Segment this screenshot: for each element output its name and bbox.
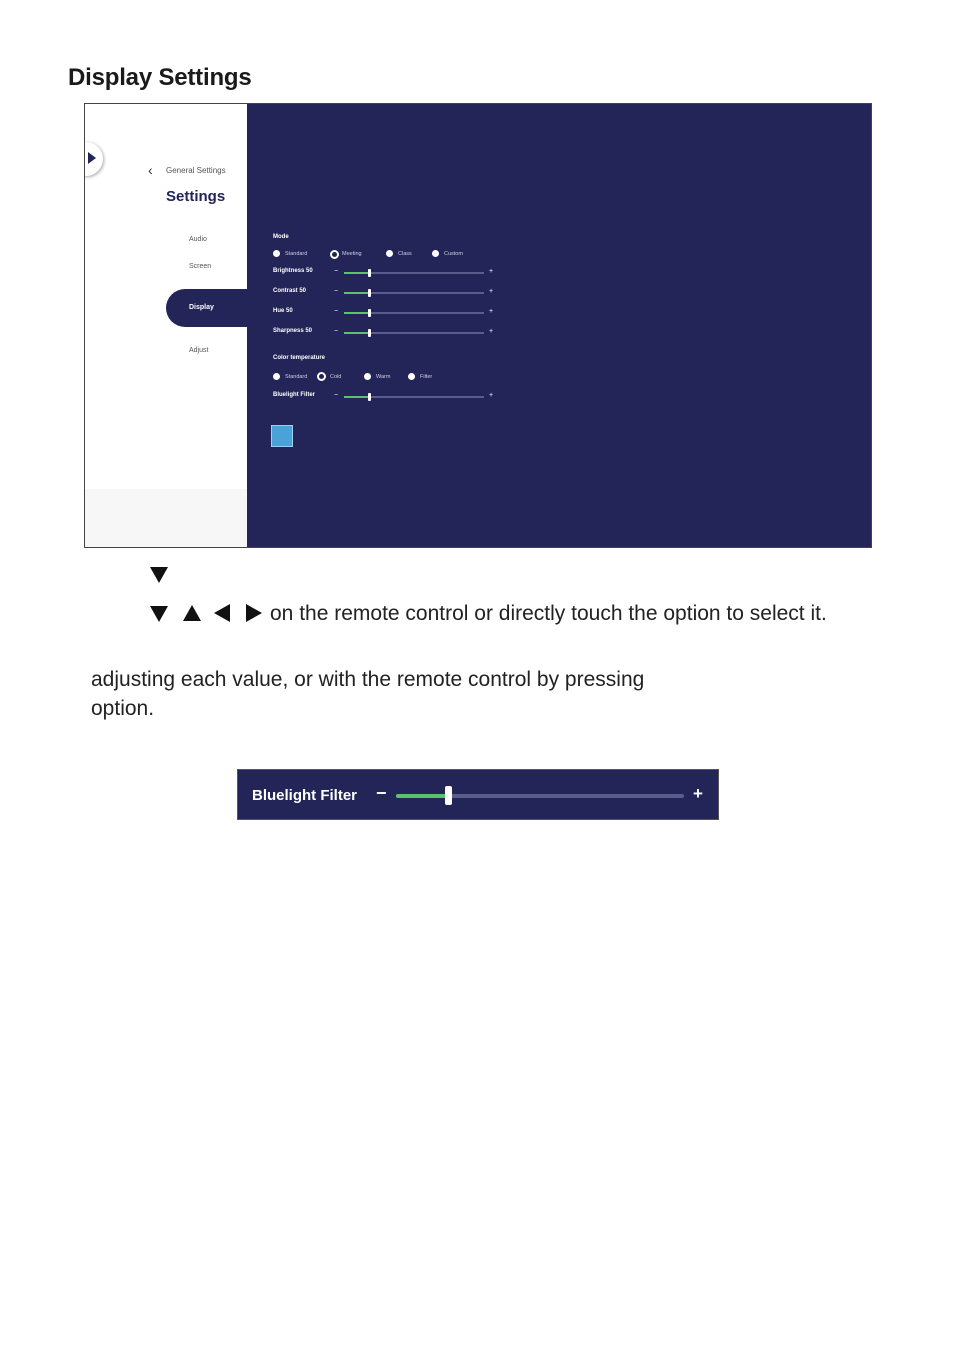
slider-fill [344, 272, 369, 274]
slider-fill [344, 396, 369, 398]
color-temp-label: Color temperature [273, 355, 326, 361]
slider-plus-button[interactable]: + [489, 288, 494, 295]
color-temp-option-label: Filter [420, 374, 433, 380]
settings-title: Settings [166, 188, 226, 205]
slider-plus-button[interactable]: + [489, 328, 494, 335]
slider-handle[interactable] [368, 393, 371, 401]
down-arrow-icon [150, 567, 168, 583]
bluelight-filter-slider [237, 769, 719, 820]
slider-fill [396, 794, 448, 798]
color-temp-radio-warm[interactable] [364, 373, 371, 380]
slider-minus-button[interactable]: − [376, 783, 387, 803]
back-link[interactable]: General Settings [166, 166, 226, 175]
mode-radio-custom[interactable] [432, 250, 439, 257]
slider-label: Contrast 50 [273, 288, 307, 294]
slider-handle[interactable] [368, 269, 371, 277]
slider-label: Sharpness 50 [273, 328, 313, 334]
nav-item-adjust[interactable]: Adjust [189, 347, 209, 354]
slider-handle[interactable] [368, 289, 371, 297]
sidebar-footer [85, 489, 247, 547]
mode-radio-class[interactable] [386, 250, 393, 257]
chevron-left-icon[interactable]: ‹ [148, 162, 153, 178]
slider-fill [344, 312, 369, 314]
mode-option-label: Meeting [342, 251, 362, 257]
left-arrow-icon [214, 604, 230, 622]
color-temp-option-label: Warm [376, 374, 391, 380]
slider-handle[interactable] [445, 786, 452, 805]
slider-label: Brightness 50 [273, 268, 313, 274]
paragraph-line: option. [91, 697, 155, 720]
slider-minus-button[interactable]: − [334, 328, 339, 335]
nav-item-screen[interactable]: Screen [189, 263, 212, 270]
slider-handle[interactable] [368, 329, 371, 337]
slider-plus-button[interactable]: + [693, 784, 703, 803]
slider-handle[interactable] [368, 309, 371, 317]
nav-item-display-label: Display [189, 304, 214, 311]
up-arrow-icon [183, 605, 201, 621]
mode-option-label: Class [398, 251, 412, 257]
energy-star-logo [271, 425, 293, 447]
mode-radio-standard[interactable] [273, 250, 280, 257]
color-temp-option-label: Standard [285, 374, 308, 380]
color-temp-radio-standard[interactable] [273, 373, 280, 380]
slider-plus-button[interactable]: + [489, 308, 494, 315]
bluelight-label: Bluelight Filter [273, 392, 315, 398]
settings-screenshot [84, 103, 872, 548]
slider-label: Hue 50 [273, 308, 293, 314]
slider-fill [344, 332, 369, 334]
bluelight-label: Bluelight Filter [252, 787, 357, 804]
slider-minus-button[interactable]: − [334, 268, 339, 275]
color-temp-option-label: Cold [330, 374, 342, 380]
slider-minus-button[interactable]: − [334, 308, 339, 315]
down-arrow-icon [150, 606, 168, 622]
slider-fill [344, 292, 369, 294]
nav-item-display[interactable] [166, 289, 247, 327]
mode-label: Mode [273, 234, 289, 240]
right-arrow-icon [246, 604, 262, 622]
color-temp-radio-cold[interactable] [317, 372, 326, 381]
color-temp-radio-filter[interactable] [408, 373, 415, 380]
slider-plus-button[interactable]: + [489, 392, 494, 399]
mode-radio-meeting[interactable] [330, 250, 339, 259]
slider-plus-button[interactable]: + [489, 268, 494, 275]
instruction-text: on the remote control or directly touch the option to select it. [270, 602, 827, 625]
mode-option-label: Custom [444, 251, 463, 257]
paragraph-line: adjusting each value, or with the remote control by pressing [91, 668, 645, 691]
mode-option-label: Standard [285, 251, 308, 257]
slider-minus-button[interactable]: − [334, 392, 339, 399]
section-title: Display Settings [68, 64, 252, 91]
slider-minus-button[interactable]: − [334, 288, 339, 295]
nav-item-audio[interactable]: Audio [189, 236, 207, 243]
